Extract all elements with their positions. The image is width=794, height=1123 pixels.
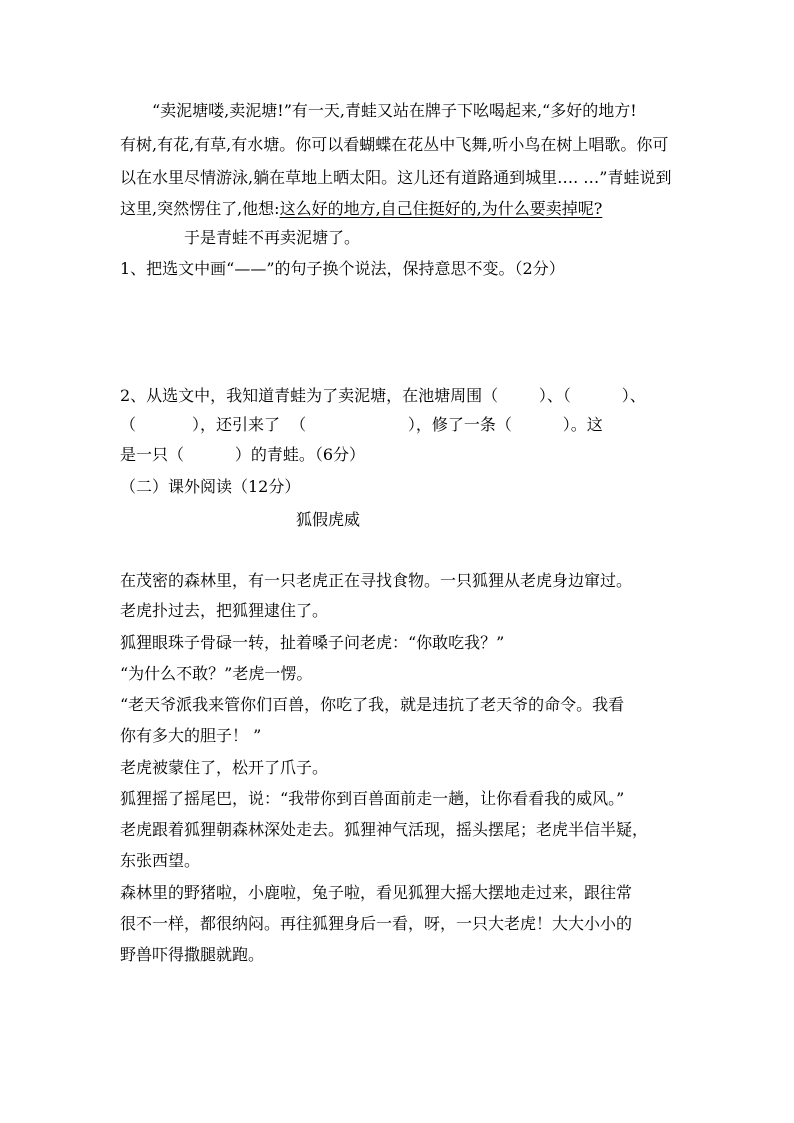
story-line-1: 在茂密的森林里，有一只老虎正在寻找食物。一只狐狸从老虎身边窜过。 bbox=[120, 571, 633, 590]
question-2-line-3: 是一只（ ）的青蛙。（6分） bbox=[120, 445, 366, 464]
story-title: 狐假虎威 bbox=[296, 510, 361, 529]
story-line-12: 很不一样，都很纳闷。再往狐狸身后一看，呀，一只大老虎！大大小小的 bbox=[120, 914, 633, 933]
passage-line-5: 于是青蛙不再卖泥塘了。 bbox=[184, 228, 361, 247]
passage-line-1: “卖泥塘喽,卖泥塘!”有一天,青蛙又站在牌子下吆喝起来,“多好的地方! bbox=[152, 101, 637, 120]
story-line-2: 老虎扑过去，把狐狸逮住了。 bbox=[120, 601, 329, 620]
story-line-8: 狐狸摇了摇尾巴，说：“我带你到百兽面前走一趟，让你看看我的威风。” bbox=[120, 789, 625, 808]
story-line-7: 老虎被蒙住了，松开了爪子。 bbox=[120, 758, 329, 777]
story-line-10: 东张西望。 bbox=[120, 851, 201, 870]
story-line-5: “老天爷派我来管你们百兽，你吃了我，就是违抗了老天爷的命令。我看 bbox=[120, 695, 625, 714]
passage-line-4 bbox=[120, 199, 602, 219]
question-2-line-2: （ ），还引来了 （ ），修了一条（ ）。这 bbox=[120, 415, 603, 434]
passage-line-3: 以在水里尽情游泳,躺在草地上晒太阳。这儿还有道路通到城里…. …”青蛙说到 bbox=[120, 168, 672, 187]
section-heading: （二）课外阅读（12分） bbox=[120, 477, 301, 496]
story-line-11: 森林里的野猪啦，小鹿啦，兔子啦，看见狐狸大摇大摆地走过来，跟往常 bbox=[120, 883, 633, 902]
story-line-4: “为什么不敢？”老虎一愣。 bbox=[120, 664, 313, 683]
question-1: 1、把选文中画“——”的句子换个说法，保持意思不变。（2分） bbox=[120, 259, 565, 278]
question-2-line-1: 2、从选文中，我知道青蛙为了卖泥塘，在池塘周围（ ）、（ ）、 bbox=[120, 386, 646, 405]
story-line-13: 野兽吓得撒腿就跑。 bbox=[120, 945, 265, 964]
story-line-6: 你有多大的胆子！ ” bbox=[120, 726, 262, 745]
story-line-9: 老虎跟着狐狸朝森林深处走去。狐狸神气活现，摇头摆尾；老虎半信半疑， bbox=[120, 820, 649, 839]
story-line-3: 狐狸眼珠子骨碌一转，扯着嗓子问老虎：“你敢吃我？” bbox=[120, 633, 505, 652]
passage-line-4-text: 这里,突然愣住了,他想: bbox=[120, 199, 280, 218]
underlined-sentence: 这么好的地方,自己住挺好的,为什么要卖掉呢? bbox=[279, 199, 603, 218]
passage-line-2: 有树,有花,有草,有水塘。你可以看蝴蝶在花丛中飞舞,听小鸟在树上唱歌。你可 bbox=[120, 135, 669, 154]
